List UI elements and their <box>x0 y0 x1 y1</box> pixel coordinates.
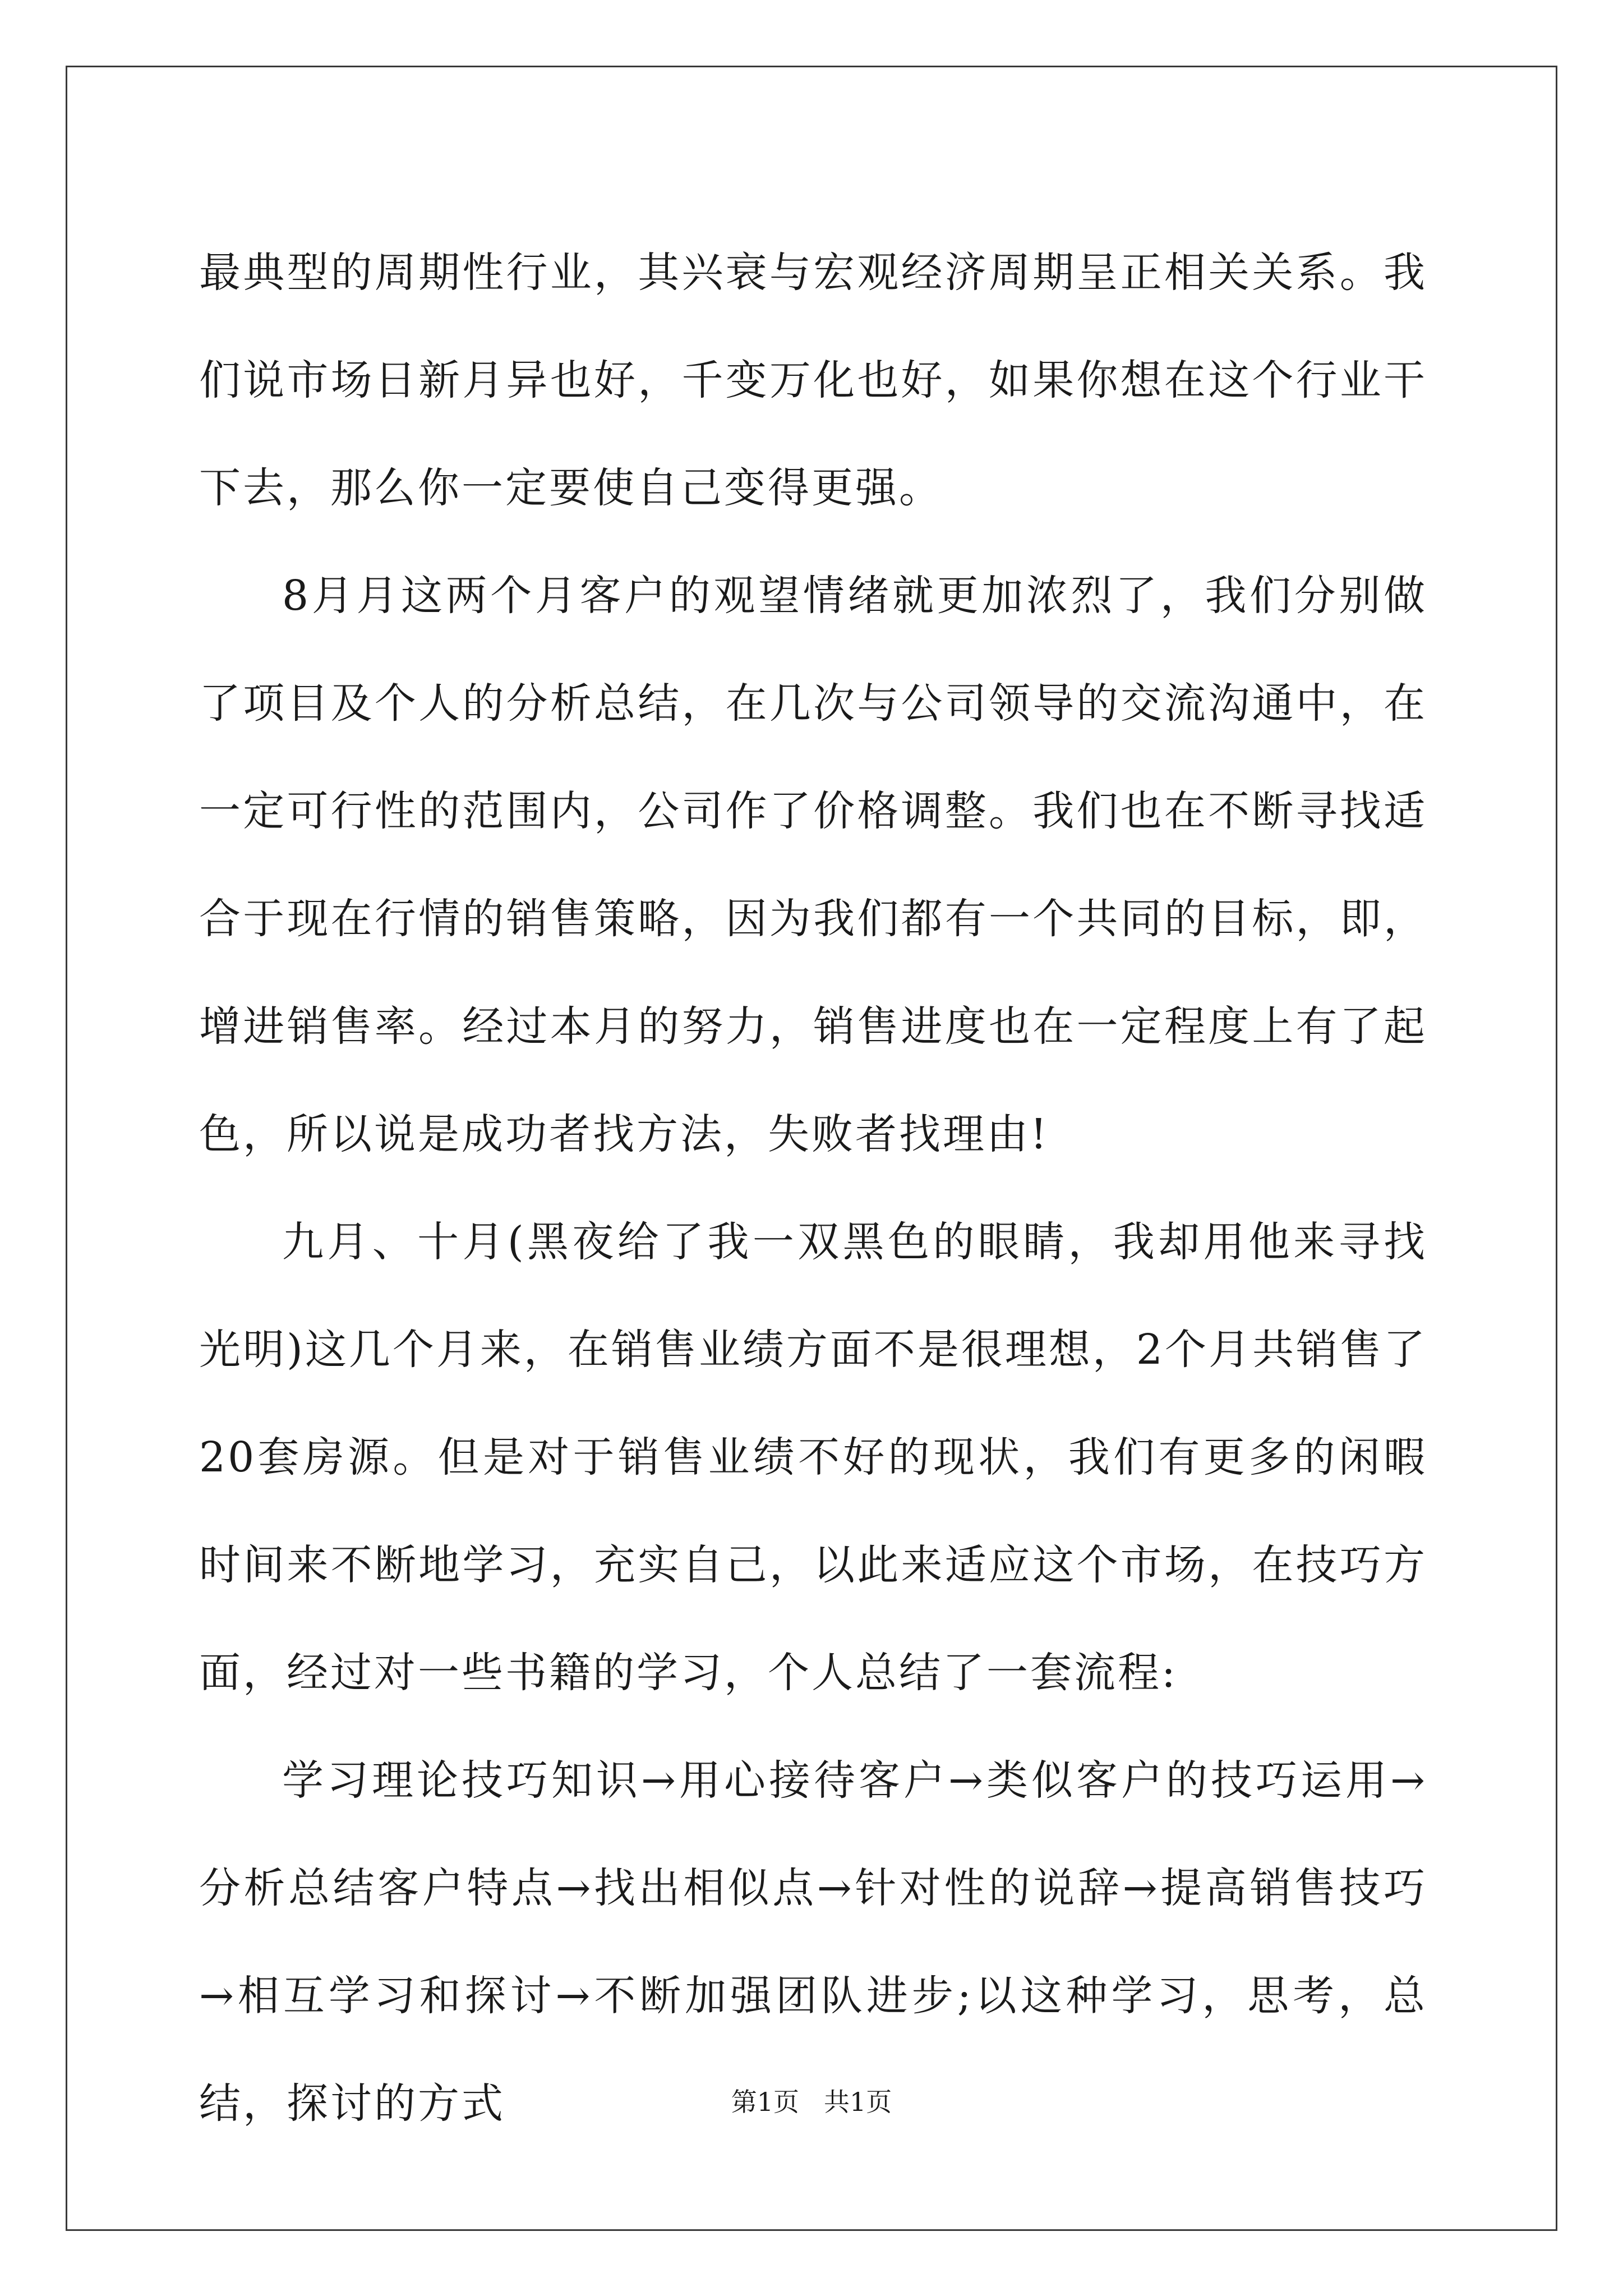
paragraph-1: 最典型的周期性行业，其兴衰与宏观经济周期呈正相关关系。我们说市场日新月异也好，千变万化也好，如果你想在这个行业干下去，那么你一定要使自己变得更强。 <box>199 249 1427 512</box>
document-body <box>199 219 1427 2157</box>
page-total: 共1页 <box>823 2087 892 2117</box>
paragraph-3: 九月、十月(黑夜给了我一双黑色的眼睛，我却用他来寻找光明)这几个月来，在销售业绩方面不是很理想，2个月共销售了20套房源。但是对于销售业绩不好的现状，我们有更多的闲暇时间来不断地学习，充实自己，以此来适应这个市场，在技巧方面，经过对一些书籍的学习，个人总结了一套流程: <box>199 1218 1427 1697</box>
paragraph-4: 学习理论技巧知识→用心接待客户→类似客户的技巧运用→分析总结客户特点→找出相似点→针对性的说辞→提高销售技巧→相互学习和探讨→不断加强团队进步;以这种学习，思考，总结，探讨的方式 <box>199 1756 1427 2128</box>
paragraph-2: 8月月这两个月客户的观望情绪就更加浓烈了，我们分别做了项目及个人的分析总结，在几次与公司领导的交流沟通中，在一定可行性的范围内，公司作了价格调整。我们也在不断寻找适合于现在行情的销售策略，因为我们都有一个共同的目标，即，增进销售率。经过本月的努力，销售进度也在一定程度上有了起色，所以说是成功者找方法，失败者找理由! <box>199 572 1427 1158</box>
page-footer <box>0 2085 1623 2119</box>
page-number: 第1页 <box>731 2087 800 2117</box>
